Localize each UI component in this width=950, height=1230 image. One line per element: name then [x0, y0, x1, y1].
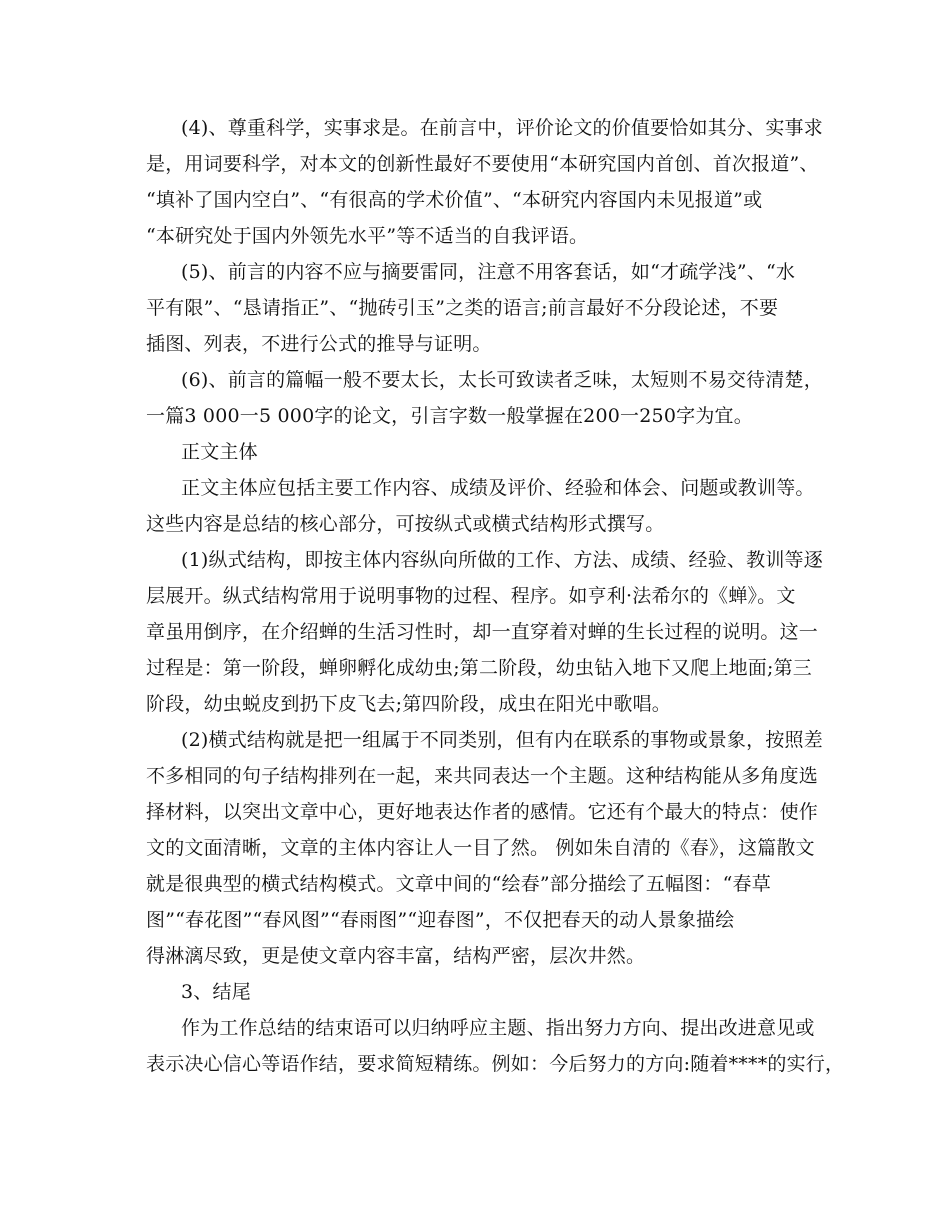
text-line: (1)纵式结构，即按主体内容纵向所做的工作、方法、成绩、经验、教训等逐 — [181, 549, 823, 571]
text-line: 平有限”、“恳请指正”、“抛砖引玉”之类的语言;前言最好不分段论述，不要 — [146, 297, 779, 319]
text-line: 是，用词要科学，对本文的创新性最好不要使用“本研究国内首创、首次报道”、 — [146, 153, 819, 175]
heading-text: 正文主体 — [181, 441, 258, 463]
paragraph-introduction-point-5 — [146, 254, 814, 362]
paragraph-conclusion — [146, 1010, 845, 1082]
text-line: 章虽用倒序，在介绍蝉的生活习性时，却一直穿着对蝉的生长过程的说明。这一 — [146, 621, 819, 643]
text-line: (6)、前言的篇幅一般不要太长，太长可致读者乏味，太短则不易交待清楚， — [181, 369, 823, 391]
text-line: 图”“春花图”“春风图”“春雨图”“迎春图”，不仅把春天的动人景象描绘 — [146, 909, 735, 931]
text-line: (2)横式结构就是把一组属于不同类别，但有内在联系的事物或景象，按照差 — [181, 729, 823, 751]
text-line: 阶段，幼虫蜕皮到扔下皮飞去;第四阶段，成虫在阳光中歌唱。 — [146, 693, 672, 715]
paragraph-introduction-point-6 — [146, 362, 823, 434]
text-line: 层展开。纵式结构常用于说明事物的过程、程序。如亨利·法希尔的《蝉》。文 — [146, 585, 796, 607]
text-line: 作为工作总结的结束语可以归纳呼应主题、指出努力方向、提出改进意见或 — [181, 1017, 815, 1039]
paragraph-introduction-point-4 — [146, 110, 823, 254]
text-line: 一篇3 000一5 000字的论文，引言字数一般掌握在200一250字为宜。 — [146, 405, 753, 427]
section-heading-main-body — [146, 434, 814, 470]
heading-text: 3、结尾 — [181, 981, 251, 1003]
text-line: 正文主体应包括主要工作内容、成绩及评价、经验和体会、问题或教训等。 — [181, 477, 815, 499]
text-line: “本研究处于国内外领先水平”等不适当的自我评语。 — [146, 225, 589, 247]
text-line: 不多相同的句子结构排列在一起，来共同表达一个主题。这种结构能从多角度选 — [146, 765, 819, 787]
text-line: 表示决心信心等语作结，要求简短精练。例如：今后努力的方向:随着****的实行， — [146, 1053, 845, 1075]
text-line: 择材料，以突出文章中心，更好地表达作者的感情。它还有个最大的特点：使作 — [146, 801, 819, 823]
document-body — [146, 110, 845, 1082]
text-line: (4)、尊重科学，实事求是。在前言中，评价论文的价值要恰如其分、实事求 — [181, 117, 823, 139]
paragraph-horizontal-structure — [146, 722, 823, 974]
text-line: 这些内容是总结的核心部分，可按纵式或横式结构形式撰写。 — [146, 513, 665, 535]
paragraph-main-body-intro — [146, 470, 814, 542]
paragraph-vertical-structure — [146, 542, 823, 722]
section-heading-conclusion — [146, 974, 814, 1010]
text-line: 过程是：第一阶段，蝉卵孵化成幼虫;第二阶段，幼虫钻入地下又爬上地面;第三 — [146, 657, 813, 679]
text-line: 插图、列表，不进行公式的推导与证明。 — [146, 333, 492, 355]
text-line: 文的文面清晰，文章的主体内容让人一目了然。 例如朱自清的《春》，这篇散文 — [146, 837, 815, 859]
text-line: “填补了国内空白”、“有很高的学术价值”、“本研究内容国内未见报道”或 — [146, 189, 763, 211]
text-line: (5)、前言的内容不应与摘要雷同，注意不用客套话，如“才疏学浅”、“水 — [181, 261, 796, 283]
text-line: 得淋漓尽致，更是使文章内容丰富，结构严密，层次井然。 — [146, 945, 646, 967]
text-line: 就是很典型的横式结构模式。文章中间的“绘春”部分描绘了五幅图：“春草 — [146, 873, 771, 895]
